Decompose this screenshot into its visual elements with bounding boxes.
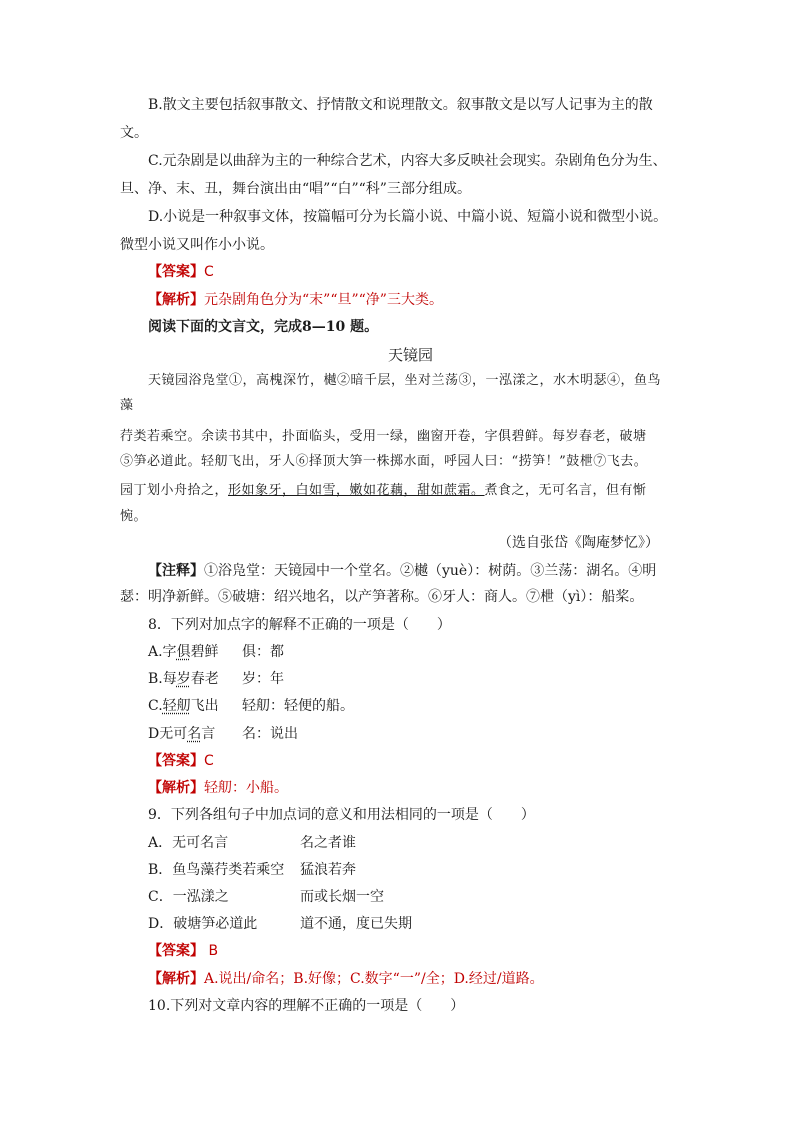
analysis-text: 轻舠：小船。 [204, 780, 288, 796]
q9-option-c-right: 而或长烟一空 [300, 889, 384, 905]
passage-underlined-sentence: 形如象牙，白如雪，嫩如花藕，甜如蔗霜。 [228, 483, 485, 498]
q8-option-a-explanation: 俱：都 [242, 644, 284, 660]
q7-option-c-line2: 旦、净、末、丑，舞台演出由“唱”“白”“科”三部分组成。 [120, 181, 471, 197]
dotted-char: 轻舠 [162, 698, 191, 714]
dotted-char: 俱 [176, 644, 191, 660]
option-text: 飞出 [190, 698, 219, 714]
answer-tag: 【答案】 [148, 753, 204, 769]
passage-title: 天镜园 [388, 346, 434, 364]
q8-stem: 8．下列对加点字的解释不正确的一项是（ ） [148, 617, 451, 633]
q8-option-b [148, 670, 219, 688]
answer-value: C [204, 264, 214, 280]
q7-option-d-line1: D.小说是一种叙事文体，按篇幅可分为长篇小说、中篇小说、短篇小说和微型小说。 [148, 209, 668, 225]
passage-notes-line1 [148, 562, 656, 580]
passage-line-5 [120, 482, 647, 500]
passage-line-3: 荇类若乘空。余读书其中，扑面临头，受用一绿，幽窗开卷，字俱碧鲜。每岁春老，破塘 [120, 429, 647, 444]
analysis-tag: 【解析】 [148, 780, 204, 796]
passage-segment: 煮食之，无可名言，但有惭 [484, 483, 647, 498]
passage-segment: 园丁划小舟拾之， [120, 483, 229, 498]
q7-answer [148, 263, 214, 281]
q9-analysis [148, 970, 544, 988]
analysis-tag: 【解析】 [148, 971, 204, 987]
analysis-tag: 【解析】 [148, 292, 204, 308]
passage-source: （选自张岱《陶庵梦忆》） [498, 535, 659, 551]
dotted-char: 岁 [176, 671, 191, 687]
option-text: B.每 [148, 671, 177, 687]
q7-option-b-line1: B.散文主要包括叙事散文、抒情散文和说理散文。叙事散文是以写人记事为主的散 [148, 97, 653, 113]
q8-option-d-explanation: 名：说出 [242, 726, 298, 742]
q8-analysis [148, 779, 288, 797]
passage-notes-line2: 瑟：明净新鲜。⑤破塘：绍兴地名，以产笋著称。⑥牙人：商人。⑦枻（yì）：船桨。 [120, 589, 644, 605]
q9-option-a-left: A．无可名言 [148, 835, 229, 851]
dotted-char: 名 [187, 726, 202, 742]
option-text: 春老 [190, 671, 219, 687]
q8-option-c-explanation: 轻舠：轻便的船。 [242, 698, 354, 714]
analysis-text: A.说出/命名；B.好像；C.数字“一”/全；D.经过/道路。 [204, 971, 544, 987]
q7-option-c-line1: C.元杂剧是以曲辞为主的一种综合艺术，内容大多反映社会现实。杂剧角色分为生、 [148, 153, 667, 169]
option-text: 言 [201, 726, 216, 742]
q7-option-d-line2: 微型小说又叫作小小说。 [120, 237, 274, 253]
q8-answer [148, 752, 214, 770]
reading-instruction: 阅读下面的文言文，完成8—10 题。 [148, 319, 379, 335]
analysis-text: 元杂剧角色分为“末”“旦”“净”三大类。 [204, 292, 443, 308]
answer-tag: 【答案】 [148, 264, 204, 280]
q9-option-d-left: D．破塘笋必道此 [148, 916, 258, 932]
q9-option-b-right: 猛浪若奔 [300, 862, 356, 878]
option-text: C. [148, 698, 163, 714]
passage-line-4: ⑤笋必道此。轻舠飞出，牙人⑥择顶大笋一株掷水面，呼园人曰：“捞笋！”鼓枻⑦飞去。 [120, 454, 648, 469]
answer-value: C [204, 753, 214, 769]
q9-option-b-left: B．鱼鸟藻荇类若乘空 [148, 862, 285, 878]
note-tag: 【注释】 [148, 563, 204, 579]
q8-option-d [148, 725, 215, 743]
answer-tag: 【答案】 [148, 943, 204, 959]
passage-line-6: 惋。 [120, 509, 148, 524]
q9-option-c-left: C．一泓漾之 [148, 889, 229, 905]
q8-option-b-explanation: 岁：年 [242, 671, 284, 687]
q9-option-d-right: 道不通，度已失期 [300, 916, 412, 932]
option-text: A.字 [148, 644, 177, 660]
q10-stem: 10.下列对文章内容的理解不正确的一项是（ ） [148, 998, 465, 1014]
passage-line-1: 天镜园浴凫堂①，高槐深竹，樾②暗千层，坐对兰荡③，一泓漾之，水木明瑟④，鱼鸟 [148, 373, 662, 388]
q9-answer [148, 942, 218, 960]
q7-option-b-line2: 文。 [120, 125, 148, 141]
passage-line-2: 藻 [120, 398, 134, 413]
q9-option-a-right: 名之者谁 [300, 835, 356, 851]
answer-value: B [208, 943, 219, 959]
q8-option-c [148, 697, 219, 715]
q7-analysis [148, 291, 443, 309]
note-text: ①浴凫堂：天镜园中一个堂名。②樾（yuè）：树荫。③兰荡：湖名。④明 [204, 563, 657, 579]
option-text: D无可 [148, 726, 188, 742]
option-text: 碧鲜 [190, 644, 219, 660]
q9-stem: 9．下列各组句子中加点词的意义和用法相同的一项是（ ） [148, 807, 535, 823]
